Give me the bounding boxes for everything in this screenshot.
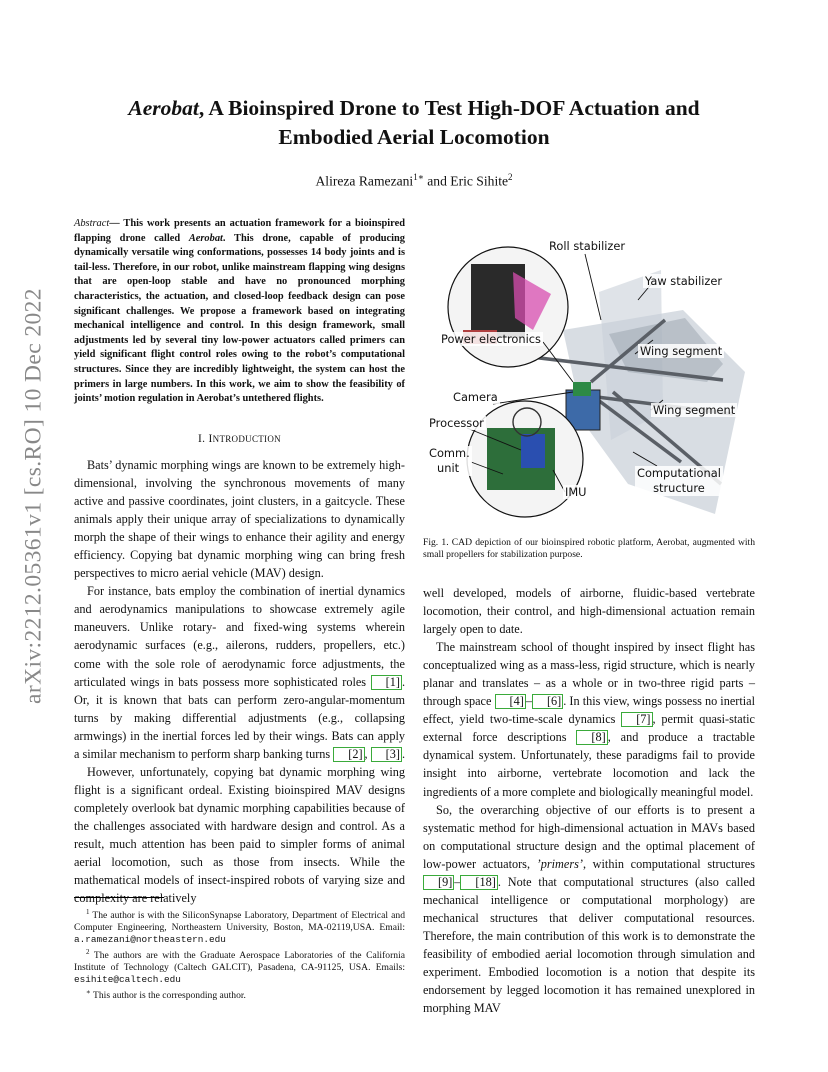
label-comp-line2: structure bbox=[653, 481, 705, 495]
email-link[interactable]: a.ramezani@northeastern.edu bbox=[74, 934, 226, 946]
footnote-1 bbox=[74, 906, 405, 946]
intro-paragraph-1: Bats’ dynamic morphing wings are known to be extremely high-dimensional, involving the synchronous movements of many active and passive coordinates, joint clusters, in a gaitcycle. These animals apply their unique array of specializations to dynamically morph the shape of their wings to enhance their agility and energy efficiency. Copying bat dynamic morphing wing can bring fresh perspectives to micro aerial vehicle (MAV) design. bbox=[74, 458, 405, 581]
section-name: NTRODUCTION bbox=[212, 434, 281, 444]
footnote-text: The author is with the SiliconSynapse Laboratory, Department of Electrical and Computer Engineering, Northeastern University, Boston, MA-02119,USA. Email: bbox=[74, 910, 405, 934]
citation-link[interactable]: [9] bbox=[423, 875, 454, 890]
emphasis: ’primers’ bbox=[536, 856, 583, 871]
section-number: I. I bbox=[198, 433, 213, 445]
author-2-affil: 2 bbox=[508, 172, 513, 182]
section-heading-introduction bbox=[74, 433, 405, 445]
text: , within computational structures bbox=[582, 856, 755, 871]
text: , permit quasi-static external force descriptions bbox=[423, 712, 755, 745]
abstract-lead: Abstract bbox=[74, 218, 110, 229]
citation-link[interactable]: [2] bbox=[333, 747, 364, 762]
footnote-mark: ∗ bbox=[86, 988, 91, 997]
footnote-mark: 1 bbox=[86, 908, 90, 916]
label-processor: Processor bbox=[429, 416, 484, 430]
text: . In this view, wings possess no inertial effect, yield two-time-scale dynamics bbox=[423, 694, 756, 727]
text: . bbox=[401, 746, 406, 761]
abstract-dash: — bbox=[109, 218, 124, 229]
label-comp-line1: Computational bbox=[637, 466, 721, 480]
footnote-2 bbox=[74, 946, 405, 986]
label-camera: Camera bbox=[453, 390, 498, 404]
text: . Or, it is known that bats can perform zero-angular-momentum turns by making differential adjustments (e.g., collapsing armwings) in the inertial forces led by their wings. Bats can apply a similar mechanism to perform sharp banking turns bbox=[74, 674, 405, 761]
citation-link[interactable]: [8] bbox=[576, 730, 607, 745]
label-imu: IMU bbox=[565, 485, 587, 499]
citation-link[interactable]: [1] bbox=[371, 675, 402, 690]
label-yaw-stabilizer: Yaw stabilizer bbox=[645, 274, 723, 288]
footnote-text: This author is the corresponding author. bbox=[90, 990, 246, 1002]
author-1-affil: 1∗ bbox=[413, 172, 424, 182]
citation-link[interactable]: [3] bbox=[371, 747, 402, 762]
figure-caption: Fig. 1. CAD depiction of our bioinspired robotic platform, Aerobat, augmented with small propellers for stabilization purpose. bbox=[423, 537, 755, 561]
text: The mainstream school of thought inspired by insect flight has conceptualized wing as a mass-less, rigid structure, which is nearly planar and translates – as a whole or in two-three rigid parts – through space bbox=[423, 640, 755, 709]
label-computational-structure bbox=[635, 466, 723, 496]
abstract-text-2: . This drone, capable of producing dynamically versatile wing conformations, possesses 14 body joints and is tail-less. Therefore, in our robot, unlike mainstream flapping wing designs that are open-loop stable and have no pronounced morphing characteristics, the actuation, and closed-loop feedback design can pose significant challenges. We propose a framework based on integrating mechanical intelligence and control. In this design framework, small adjustments led by several tiny low-power actuators called primers can yield significant flight control roles owing to the robot’s computational structures. Since they are incredibly lightweight, the system can host the primers in large numbers. In this work, we aim to show the feasibility of joints’ motion regulation in Aerobat’s untethered flights. bbox=[74, 232, 406, 405]
text: – bbox=[454, 874, 461, 889]
text: , bbox=[364, 746, 371, 761]
label-roll-stabilizer: Roll stabilizer bbox=[549, 239, 626, 253]
right-paragraph-2 bbox=[423, 801, 755, 1018]
figure-aerobat-cad bbox=[423, 222, 755, 520]
text: So, the overarching objective of our efforts is to present a systematic method for high-dimensional actuation in MAVs based on computational structure design and the optimal placement of low-power actuators, bbox=[423, 802, 755, 871]
email-link[interactable]: esihite@caltech.edu bbox=[74, 974, 181, 986]
citation-link[interactable]: [7] bbox=[621, 712, 652, 727]
abstract bbox=[74, 217, 405, 407]
footnote-rule bbox=[74, 897, 164, 898]
text: . Note that computational structures (also called mechanical intelligence or computational morphology) are mechanical structures that deliver computational resources. Therefore, the main contribution of this work is to demonstrate the feasibility of embodied aerial locomotion through simulation and experiment. Embodied locomotion is a notion that despite its endorsement by legged locomotion it has remained unexplored in morphing MAV bbox=[423, 874, 755, 1016]
citation-link[interactable]: [4] bbox=[495, 694, 526, 709]
citation-link[interactable]: [18] bbox=[460, 875, 497, 890]
footnote-text: The authors are with the Graduate Aerospace Laboratories of the California Institute of Technology (Caltech GALCIT), Pasadena, CA-91125, USA. Emails: bbox=[74, 950, 405, 974]
intro-paragraph-3: However, unfortunately, copying bat dynamic morphing wing flight is a significant ordeal. Existing bioinspired MAV designs completely overlook bat dynamic morphing capabilities because of the challenges associated with hardware design and control. As a result, much attention has been paid to simpler forms of animal aerial locomotion, such as those from insects. While the mathematical models of insect-inspired robots of varying size and complexity are relatively bbox=[74, 764, 405, 906]
label-wing-segment-1: Wing segment bbox=[640, 344, 723, 358]
footnote-mark: 2 bbox=[86, 948, 90, 957]
abstract-text-1: This work presents an actuation framework for a bioinspired flapping drone called bbox=[74, 218, 406, 244]
intro-right-column bbox=[423, 584, 755, 1017]
intro-left-column bbox=[74, 456, 405, 907]
author-list bbox=[0, 172, 828, 190]
text: – bbox=[525, 694, 532, 709]
label-wing-segment-2: Wing segment bbox=[653, 403, 736, 417]
label-power-electronics: Power electronics bbox=[441, 332, 541, 346]
arxiv-identifier bbox=[12, 286, 56, 706]
right-paragraph-0: well developed, models of airborne, fluidic-based vertebrate locomotion, their control, and high-dimensional actuation remain largely open to date. bbox=[423, 586, 755, 637]
footnotes bbox=[74, 906, 405, 1003]
text: , and produce a tractable dynamical system. Unfortunately, these paradigms fail to provide insight into airborne, vertebrate locomotion and lack the ingredients of a more complete and biologically meaningful model. bbox=[423, 730, 755, 799]
author-2: and Eric Sihite bbox=[423, 173, 509, 189]
author-1: Alireza Ramezani bbox=[315, 173, 414, 189]
processor-board bbox=[521, 434, 545, 468]
intro-paragraph-2 bbox=[74, 582, 405, 762]
abstract-em: Aerobat bbox=[188, 232, 223, 244]
text: For instance, bats employ the combination of inertial dynamics and aerodynamics manipulations to showcase extremely agile maneuvers. Unlike rotary- and fixed-wing systems wherein aerodynamic surfaces (e.g., ailerons, rudders, propellers, etc.) come with the sole role of aerodynamic force adjustments, the articulated wings in bats possess more sophisticated roles bbox=[74, 584, 405, 689]
title-line1: , A Bioinspired Drone to Test High-DOF Actuation and bbox=[198, 96, 700, 120]
title-italic: Aerobat bbox=[128, 96, 199, 120]
arxiv-id-text: arXiv:2212.05361v1 [cs.RO] 10 Dec 2022 bbox=[20, 288, 47, 704]
label-comm-line2: unit bbox=[437, 461, 460, 475]
right-paragraph-1 bbox=[423, 638, 755, 800]
label-comm-unit bbox=[427, 446, 472, 476]
footnote-3 bbox=[74, 986, 405, 1002]
label-comm-line1: Comm. bbox=[429, 446, 470, 460]
citation-link[interactable]: [6] bbox=[532, 694, 563, 709]
camera-board bbox=[573, 382, 591, 396]
title-line2: Embodied Aerial Locomotion bbox=[278, 125, 550, 149]
paper-title bbox=[60, 94, 768, 152]
